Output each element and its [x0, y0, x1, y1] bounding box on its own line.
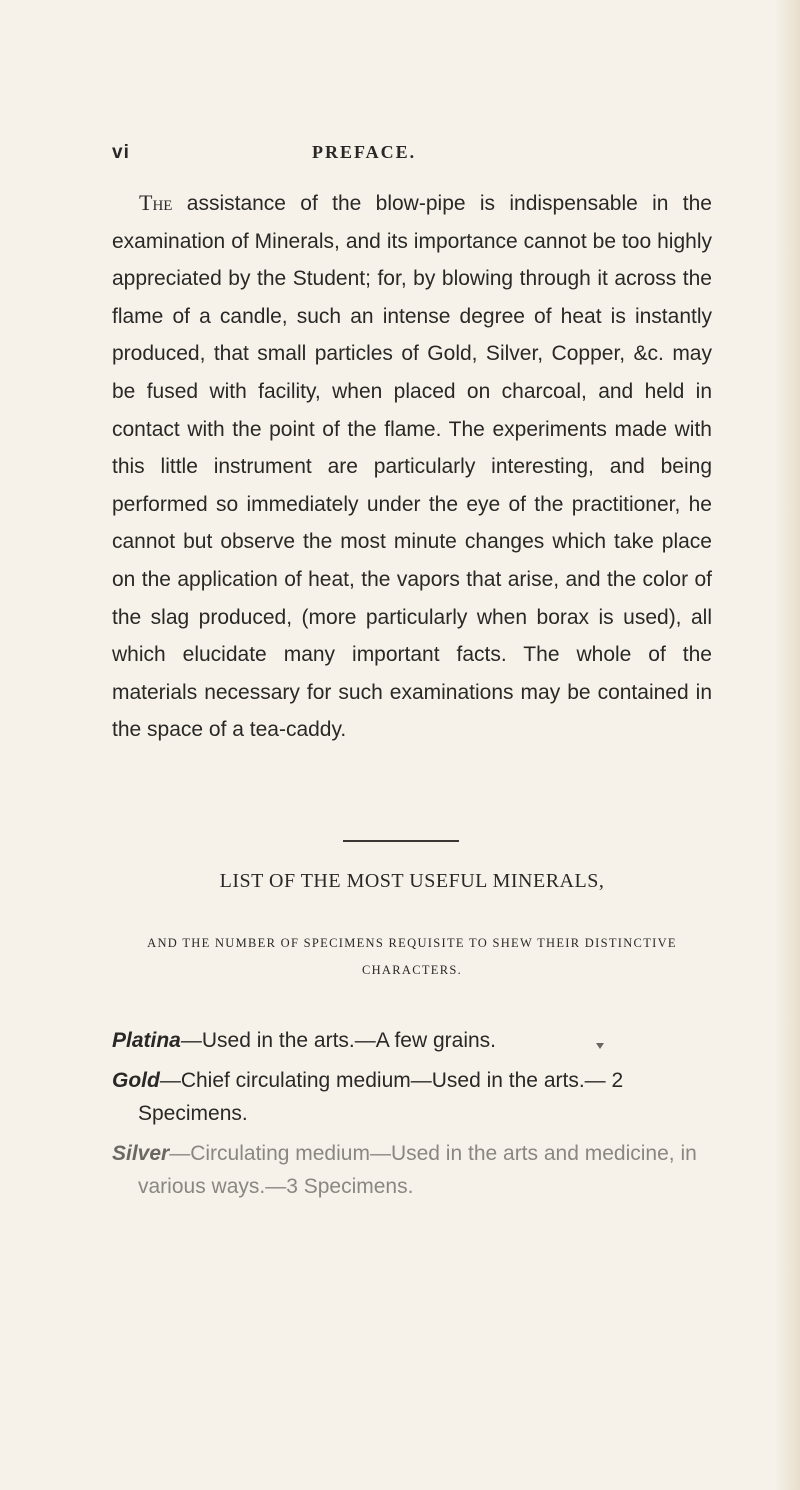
page-number: vi [112, 142, 130, 163]
page-header [112, 142, 712, 172]
list-item-gold [112, 1064, 712, 1131]
page-edge-shade [774, 0, 800, 1490]
entry-description: —Chief circulating medium—Used in the arts.— 2 Specimens. [138, 1068, 624, 1125]
list-item-silver [112, 1137, 712, 1204]
ink-spot [596, 1043, 604, 1049]
entry-description: —Circulating medium—Used in the arts and medicine, in various ways.—3 Specimens. [138, 1141, 697, 1198]
entry-name: Gold [112, 1068, 160, 1092]
preface-paragraph [112, 184, 712, 749]
list-item-platina [112, 1024, 712, 1058]
paragraph-lead-word: The [139, 190, 173, 215]
paragraph-body: assistance of the blow-pipe is indispensable in the examination of Minerals, and its importance cannot be too highly appreciated by the Student; for, by blowing through it across the flame of a candle, such an intense degree of heat is instantly produced, that small particles of Gold, Silver, Copper, &c. may be fused with facility, when placed on charcoal, and held in contact with the point of the flame. The experiments made with this little instrument are particularly interesting, and being performed so immediately under the eye of the practitioner, he cannot but observe the most minute changes which take place on the application of heat, the vapors that arise, and the color of the slag produced, (more particularly when borax is used), all which elucidate many important facts. The whole of the materials necessary for such examinations may be contained in the space of a tea-caddy. [112, 192, 712, 742]
list-title: LIST OF THE MOST USEFUL MINERALS, [219, 870, 605, 892]
entry-name: Platina [112, 1029, 181, 1052]
entry-name: Silver [112, 1141, 170, 1165]
list-subtitle: AND THE NUMBER OF SPECIMENS REQUISITE TO SHEW THEIR DISTINCTIVE CHARACTERS. [147, 936, 677, 977]
running-title: PREFACE. [312, 142, 417, 162]
section-divider [343, 840, 459, 842]
minerals-list [112, 1024, 712, 1210]
entry-description: —Used in the arts.—A few grains. [180, 1029, 496, 1052]
